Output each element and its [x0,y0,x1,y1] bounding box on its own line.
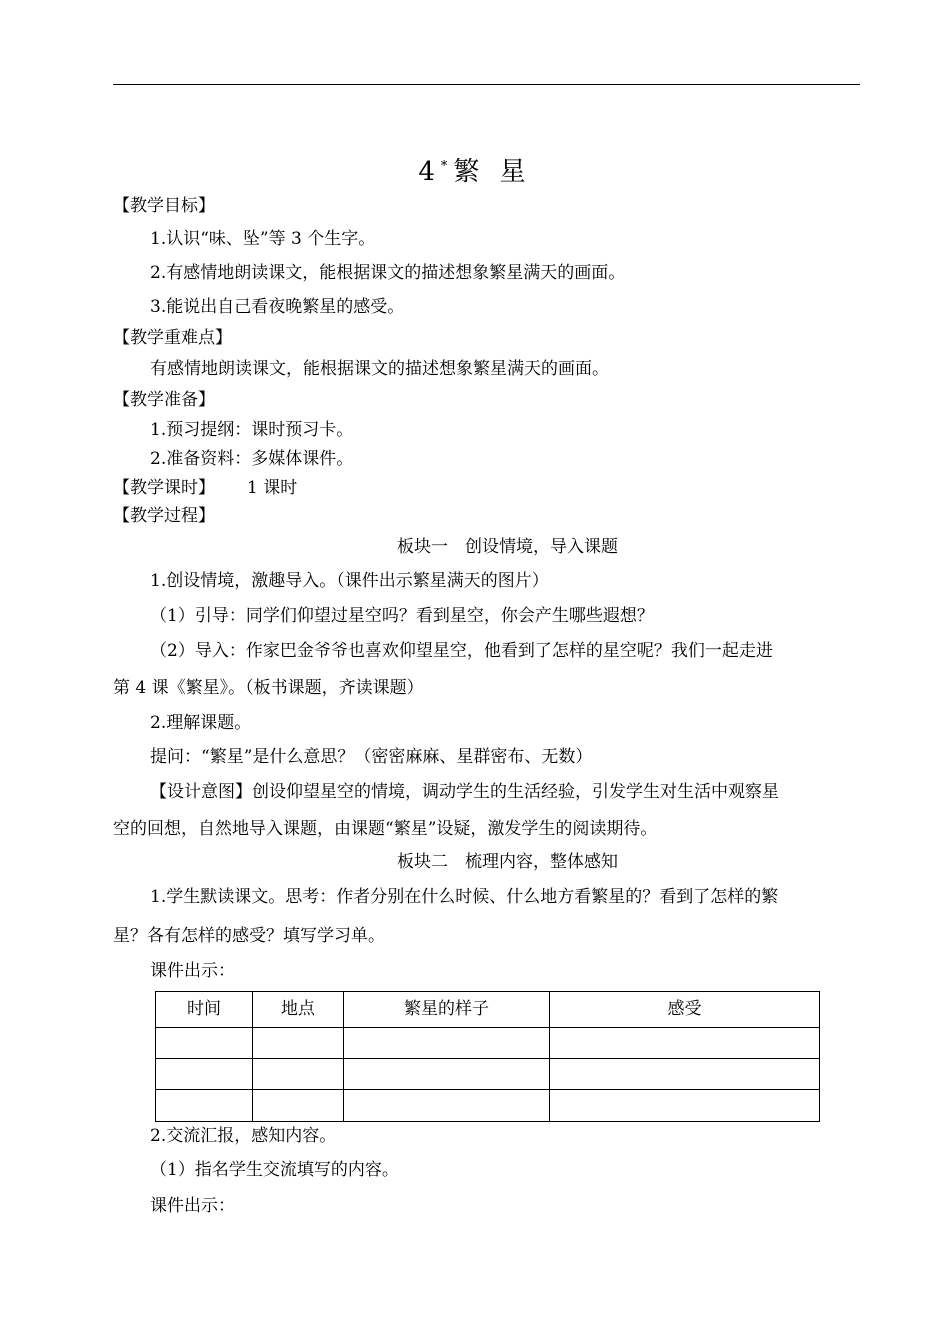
study-sheet-table [155,991,820,1122]
lesson-number: 4 [418,157,441,187]
prep-header: 【教学准备】 [113,390,215,410]
courseware-show-1: 课件出示： [150,961,235,981]
table-header-row [156,992,820,1028]
lesson-title [0,150,950,189]
table-header-feeling: 感受 [550,992,820,1028]
table-header-stars: 繁星的样子 [344,992,550,1028]
header-rule [113,84,860,85]
table-cell[interactable] [550,1090,820,1122]
lesson-name: 繁 星 [453,157,532,187]
prep-1: 1.预习提纲：课时预习卡。 [150,420,354,440]
table-cell[interactable] [156,1090,253,1122]
objective-3: 3.能说出自己看夜晚繁星的感受。 [150,297,405,317]
table-cell[interactable] [344,1090,550,1122]
lesson-star: * [440,159,448,174]
block1-p5: 提问：“繁星”是什么意思？（密密麻麻、星群密布、无数） [150,747,593,767]
table-header-time: 时间 [156,992,253,1028]
table-cell[interactable] [253,1090,344,1122]
block1-p3b: 第 4 课《繁星》。（板书课题，齐读课题） [113,678,424,698]
block1-p2: （1）引导：同学们仰望过星空吗？看到星空，你会产生哪些遐想？ [150,606,654,626]
objective-2: 2.有感情地朗读课文，能根据课文的描述想象繁星满天的画面。 [150,263,626,283]
table-row [156,1090,820,1122]
table-header-place: 地点 [253,992,344,1028]
table-cell[interactable] [344,1028,550,1059]
objective-1: 1.认识“味、坠”等 3 个生字。 [150,229,376,249]
objectives-header: 【教学目标】 [113,196,215,216]
table-cell[interactable] [156,1059,253,1090]
table-cell[interactable] [253,1028,344,1059]
courseware-show-2: 课件出示： [150,1196,235,1216]
table-cell[interactable] [156,1028,253,1059]
table-cell[interactable] [550,1028,820,1059]
block1-p1: 1.创设情境，激趣导入。（课件出示繁星满天的图片） [150,571,549,591]
block2-p3: （1）指名学生交流填写的内容。 [150,1160,399,1180]
block2-p1b: 星？各有怎样的感受？填写学习单。 [113,926,385,946]
hours-header: 【教学课时】 [113,478,215,498]
table-row [156,1059,820,1090]
prep-2: 2.准备资料：多媒体课件。 [150,449,354,469]
block2-p2: 2.交流汇报，感知内容。 [150,1126,337,1146]
table-cell[interactable] [550,1059,820,1090]
hours-value: 1 课时 [247,478,298,498]
process-header: 【教学过程】 [113,506,215,526]
table-cell[interactable] [344,1059,550,1090]
key-header: 【教学重难点】 [113,328,232,348]
block1-p3a: （2）导入：作家巴金爷爷也喜欢仰望星空，他看到了怎样的星空呢？我们一起走进 [150,641,773,661]
design-intent-a: 【设计意图】创设仰望星空的情境，调动学生的生活经验，引发学生对生活中观察星 [150,782,779,802]
block1-p4: 2.理解课题。 [150,713,252,733]
table-row [156,1028,820,1059]
block1-heading: 板块一 创设情境，导入课题 [397,537,618,557]
design-intent-b: 空的回想，自然地导入课题，由课题“繁星”设疑，激发学生的阅读期待。 [113,819,658,839]
block2-heading: 板块二 梳理内容，整体感知 [397,852,618,872]
block2-p1a: 1.学生默读课文。思考：作者分别在什么时候、什么地方看繁星的？看到了怎样的繁 [150,887,779,907]
table-cell[interactable] [253,1059,344,1090]
key-text: 有感情地朗读课文，能根据课文的描述想象繁星满天的画面。 [150,359,609,379]
